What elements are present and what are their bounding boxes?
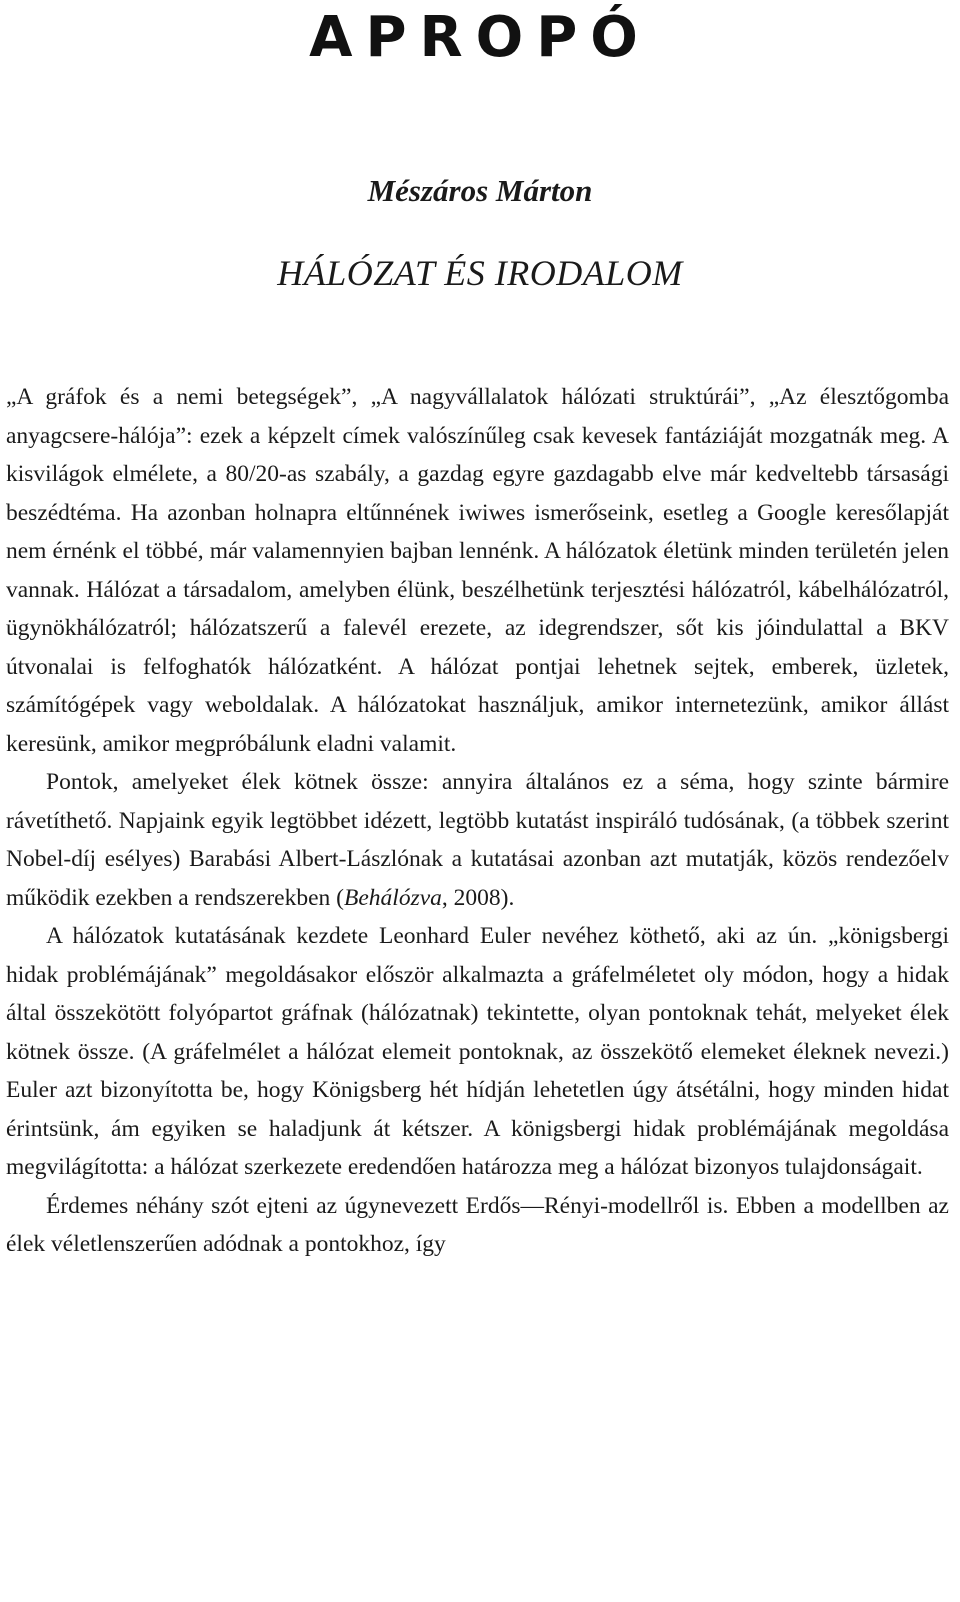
paragraph: A hálózatok kutatásának kezdete Leonhard Euler nevéhez köthető, aki az ún. „königsbergi hidak problémájának” megoldásakor először alkalmazta a gráfelméletet oly módon, hogy a hidak által összekötött folyópartot gráfnak (hálózatnak) tekintette, olyan pontoknak tehát, melyeket élek kötnek össze. (A gráfelmélet a hálózat elemeit pontoknak, az összekötő elemeket éleknek nevezi.) Euler azt bizonyította be, hogy Königsberg hét hídján lehetetlen úgy átsétálni, hogy minden hidat érintsünk, ám egyiken se haladjunk át kétszer. A königsbergi hidak problémájának megoldása megvilágította: a hálózat szerkezete eredendően határozza meg a hálózat bizonyos tulajdonságait. [6,923,949,1180]
paragraph-text: Pontok, amelyeket élek kötnek össze: annyira általános ez a séma, hogy szinte bármire rávetíthető. Napjaink egyik legtöbbet idézett, legtöbb kutatást inspiráló tudósának, (a többek szerint Nobel-díj esélyes) Barabási Albert-Lászlónak a kutatásai azonban azt mutatják, közös rendezőelv működik ezekben a rendszerekben ( [6,769,949,911]
paragraph-text: , 2008). [441,884,515,911]
paragraph [6,763,949,917]
paragraph: Érdemes néhány szót ejteni az úgynevezett Erdős—Rényi-modellről is. Ebben a modellben az élek véletlenszerűen adódnak a pontokhoz, így [6,1192,949,1257]
author-name: Mészáros Márton [367,173,593,208]
paragraph: „A gráfok és a nemi betegségek”, „A nagyvállalatok hálózati struktúrái”, „Az élesztőgomba anyagcsere-hálója”: ezek a képzelt címek valószínűleg csak kevesek fantáziáját mozgatnák meg. A kisvilágok elmélete, a 80/20-as szabály, a gazdag egyre gazdagabb elve már kedveltebb társasági beszédtéma. Ha azonban holnapra eltűnnének iwiwes ismerőseink, esetleg a Google keresőlapját nem érnénk el többé, már valamennyien bajban lennénk. A hálózatok életünk minden területén jelen vannak. Hálózat a társadalom, amelyben élünk, beszélhetünk terjesztési hálózatról, kábelhálózatról, ügynökhálózatról; hálózatszerű a falevél erezete, az idegrendszer, sőt kis jóindulattal a BKV útvonalai is felfoghatók hálózatként. A hálózat pontjai lehetnek sejtek, emberek, üzletek, számítógépek vagy weboldalak. A hálózatokat használjuk, amikor internetezünk, amikor állást keresünk, amikor megpróbálunk eladni valamit. [6,384,949,757]
article-body [6,378,949,1264]
article-title: HÁLÓZAT ÉS IRODALOM [277,253,683,293]
page-header [0,0,960,80]
section-title: APROPÓ [309,5,651,70]
book-title: Behálózva [344,884,442,911]
